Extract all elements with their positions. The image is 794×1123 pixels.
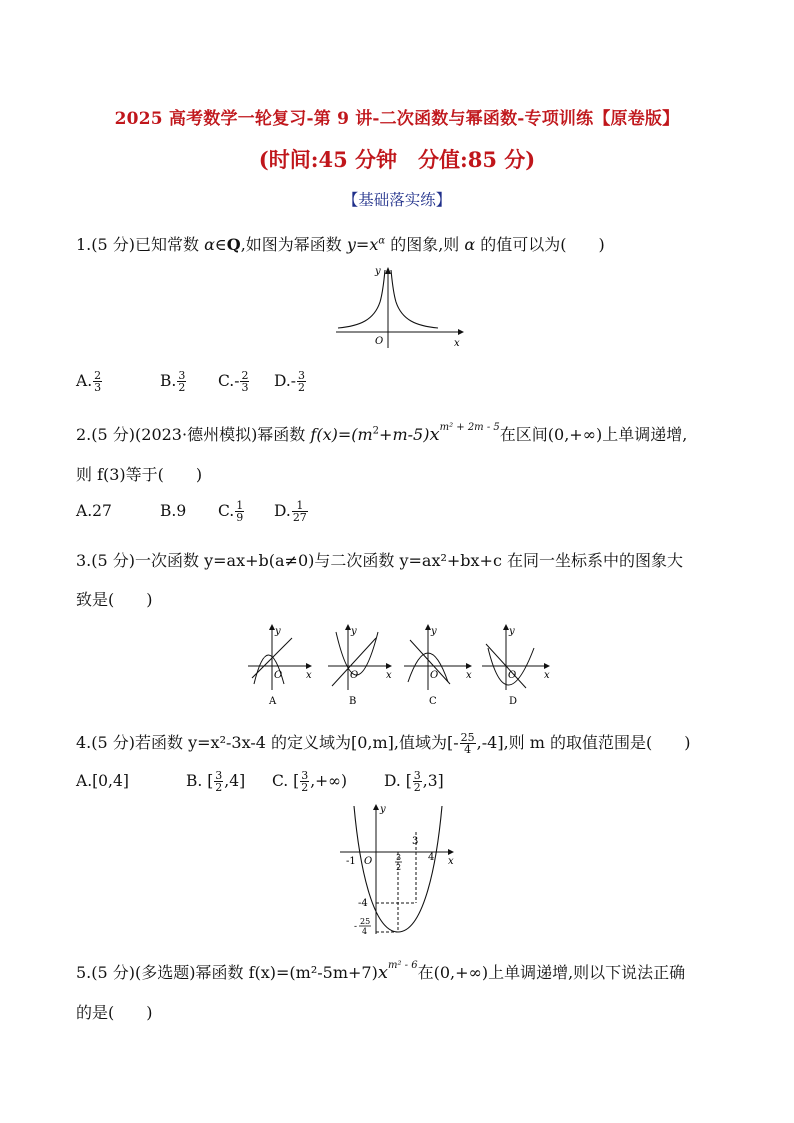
svg-text:-1: -1 <box>346 856 356 867</box>
svg-text:O: O <box>430 670 439 681</box>
y-axis-label: y <box>375 266 381 277</box>
option-c[interactable]: C. $\frac{1}{9}$ <box>218 499 244 524</box>
svg-text:O: O <box>274 670 283 681</box>
svg-text:x: x <box>448 856 454 867</box>
option-d[interactable]: D.- $\frac{3}{2}$ <box>274 369 306 394</box>
svg-text:-4: -4 <box>358 898 368 909</box>
svg-text:x: x <box>386 670 392 681</box>
svg-text:3: 3 <box>412 836 419 847</box>
option-b[interactable]: B. $\frac{3}{2}$ <box>160 369 186 394</box>
svg-text:O: O <box>364 856 373 867</box>
question-4-graph <box>334 802 464 942</box>
origin-label: O <box>375 336 384 347</box>
svg-text:3: 3 <box>396 853 402 862</box>
question-3-stem-line2: 致是( ) <box>76 590 153 609</box>
graph-d[interactable] <box>482 624 550 707</box>
svg-text:x: x <box>466 670 472 681</box>
question-3-stem: 3.(5 分)一次函数 y=ax+b(a≠0)与二次函数 y=ax²+bx+c 在同一坐标系中的图象大 <box>76 551 684 570</box>
svg-text:-: - <box>354 922 358 932</box>
svg-text:4: 4 <box>428 852 435 863</box>
question-5-stem: 5.(5 分)(多选题)幂函数 $f(x)=(m^2-5m+7)x^{m^2 - 6}$在(0,+∞)上单调递增,则以下说法正确 <box>76 959 686 983</box>
svg-text:C: C <box>429 696 437 707</box>
svg-text:O: O <box>350 670 359 681</box>
option-c[interactable]: C.- $\frac{2}{3}$ <box>218 369 249 394</box>
option-d[interactable]: D. $\frac{1}{27}$ <box>274 499 307 524</box>
page-title: 2025 高考数学一轮复习-第 9 讲-二次函数与幂函数-专项训练【原卷版】 <box>114 109 680 129</box>
question-4-stem: 4.(5 分)若函数 y=x²-3x-4 的定义域为[0,m],值域为[- $\frac{25}{4}$ ,-4],则 m 的取值范围是( ) <box>76 731 691 756</box>
svg-text:y: y <box>275 626 281 637</box>
svg-text:x: x <box>544 670 550 681</box>
question-2-stem-line2: 则 f(3)等于( ) <box>76 465 203 484</box>
question-4-options <box>76 770 444 793</box>
svg-text:y: y <box>431 626 437 637</box>
option-a[interactable]: A. $\frac{2}{3}$ <box>76 369 102 394</box>
question-2-stem: 2.(5 分)(2023·德州模拟)幂函数 $f(x)=(m^2+m-5)x^{m^2 + 2m - 5}$在区间(0,+∞)上单调递增, <box>76 421 688 445</box>
svg-text:4: 4 <box>362 927 368 936</box>
svg-text:y: y <box>380 804 386 815</box>
question-1-options <box>76 370 307 393</box>
svg-text:O: O <box>508 670 517 681</box>
option-b[interactable]: B. [ $\frac{3}{2}$ ,4] <box>186 769 246 794</box>
question-5-stem-line2: 的是( ) <box>76 1003 153 1022</box>
question-1-graph <box>330 262 470 352</box>
svg-text:D: D <box>509 696 518 707</box>
option-d[interactable]: D. [ $\frac{3}{2}$ ,3] <box>384 769 444 794</box>
svg-text:y: y <box>351 626 357 637</box>
graph-c[interactable] <box>404 624 472 707</box>
page-subtitle: (时间:45 分钟 分值:85 分) <box>258 147 536 172</box>
svg-text:2: 2 <box>396 863 402 872</box>
svg-text:A: A <box>269 696 277 707</box>
question-3-graphs <box>244 622 564 710</box>
question-2-options <box>76 500 309 523</box>
svg-text:x: x <box>306 670 312 681</box>
svg-text:B: B <box>349 696 357 707</box>
question-1-stem: 1.(5 分)已知常数 α∈Q,如图为幂函数 $y=x^\alpha$ 的图象,则 α 的值可以为( ) <box>76 235 605 254</box>
svg-text:y: y <box>509 626 515 637</box>
section-heading: 【基础落实练】 <box>342 191 452 209</box>
svg-text:25: 25 <box>360 917 371 926</box>
x-axis-label: x <box>454 338 460 349</box>
graph-a[interactable] <box>248 624 312 707</box>
graph-b[interactable] <box>328 624 392 707</box>
option-a[interactable]: A.27 <box>76 501 112 520</box>
option-a[interactable]: A.[0,4] <box>76 771 129 790</box>
option-c[interactable]: C. [ $\frac{3}{2}$ ,+∞) <box>272 769 348 794</box>
option-b[interactable]: B.9 <box>160 501 187 520</box>
